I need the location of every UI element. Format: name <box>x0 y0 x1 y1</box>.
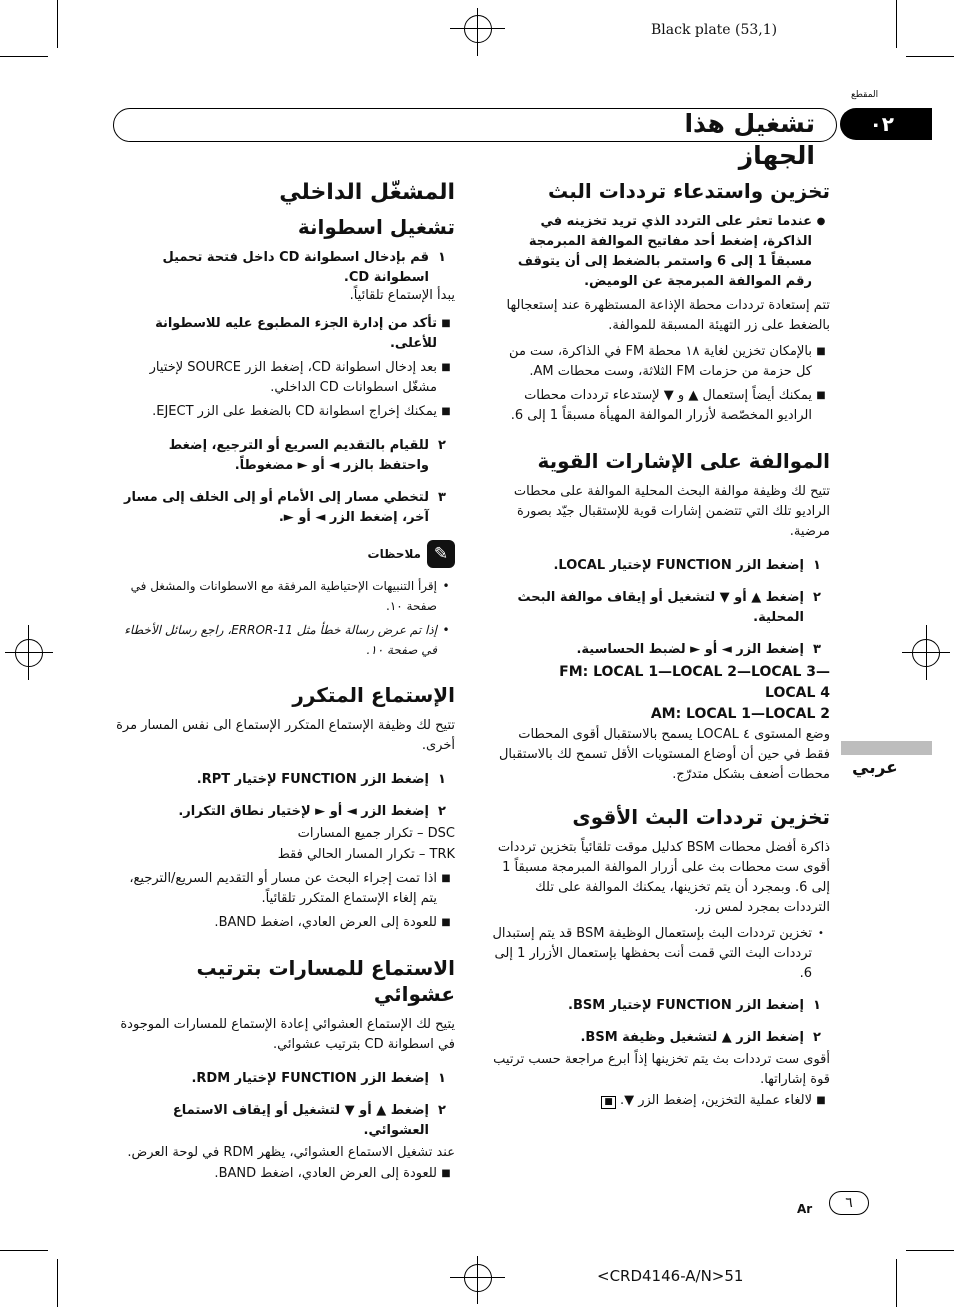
paragraph: عند تشغيل الاستماع العشوائي، يظهر RDM في لوحة العرض. <box>127 1145 455 1160</box>
side-language-label: عربي <box>852 758 898 778</box>
option-line: DSC – تكرار جميع المسارات <box>297 826 455 841</box>
bullet-item: ■ يمكنك إخراج اسطوانة CD بالضغط على الزر EJECT. <box>152 404 451 419</box>
subsection-heading: تشغيل اسطوانة <box>297 215 455 239</box>
paragraph: تتم إستعادة ترددات محطة الإذاعة المستظهرة عند إستعجالها بالضغط على زر التهيئة المسبقة للموالفة. <box>506 298 830 333</box>
step: ٢ إضغط ▲ أو ▼ لتشغيل أو إيقاف الاستماع العشوائي. <box>172 1103 446 1138</box>
step: ١ إضغط الزر FUNCTION لإختيار LOCAL. <box>553 558 821 573</box>
bullet-item: ■ اذا تمت إجراء البحث عن مسار أو التقديم السريع/الترجيع، يتم إلغاء الإستماع المتكرر تلقائياً. <box>129 871 451 906</box>
subsection-heading: الموالفة على الإشارات القوية <box>537 449 830 473</box>
bullet-item: ■ تأكد من إدارة الجزء المطبوع عليه للاسطوانة للأعلى. <box>155 316 451 351</box>
crop-mark <box>896 1259 897 1307</box>
paragraph: تتيح لك وظيفة الإستماع المتكرر الإستماع الى نفس المسار مرة أخرى. <box>116 718 455 753</box>
paragraph: يتيح لك الإستماع العشوائي إعادة الإستماع للمسارات الموجودة في اسطوانة CD بترتيب عشوائي. <box>120 1017 455 1052</box>
step: ٣ إضغط الزر ◄ أو ► لضبط الحساسية. <box>576 642 821 657</box>
crop-mark <box>0 56 48 57</box>
side-tab <box>841 741 932 755</box>
subsection-heading: تخزين ترددات البث الأقوى <box>572 805 830 829</box>
paragraph: وضع المستوى ٤ LOCAL يسمح بالاستقبال أقوى المحطات فقط في حين أن أوضاع المستويات الأقل تسمح لك بالاستقبال محطات أضعف بشكل متدرّج. <box>498 727 830 782</box>
step: ٢ إضغط الزر ◄ أو ► لإختيار نطاق التكرار. <box>178 804 446 819</box>
chapter-number: ٠٢ <box>840 108 932 140</box>
bullet-item: ■ للعودة إلى العرض العادي، اضغط BAND. <box>214 915 451 930</box>
registration-mark-icon <box>464 1264 492 1292</box>
subsection-heading: الاستماع للمسارات بترتيب عشوائي <box>196 956 455 1006</box>
pencil-icon: ✎ <box>427 540 455 568</box>
bullet-item: ● عندما تعثر على التردد الذي تريد تخزينه في الذاكرة، إضغط أحد مفاتيح الموالفة المبرمجة مسبقاً 1 إلى 6 واستمر بالضغط إلى أن يتوقف رقم الموالفة المبرمجة عن الوميض. <box>517 214 826 289</box>
note-item: • إذا تم عرض رسالة خطأ مثل ERROR-11، راجع رسائل الأخطاء في صفحة ١٠. <box>124 623 450 657</box>
step: ١ إضغط الزر FUNCTION لإختيار RPT. <box>196 772 446 787</box>
bullet-item: ■ بعد إدخال اسطوانة CD، إضغط الزر SOURCE لإختيار مشغّل اسطوانات CD الداخلي. <box>149 360 451 395</box>
left-column <box>115 178 455 1188</box>
crop-mark <box>906 56 954 57</box>
crop-mark <box>57 0 58 48</box>
crop-mark <box>906 1250 954 1251</box>
step: ٢ إضغط ▲ أو ▼ لتشغيل أو إيقاف موالفة البحث المحلية. <box>517 590 821 625</box>
step: ٣ لتخطي مسار إلى الأمام أو إلى الخلف إلى مسار آخر، إضغط الزر ◄ أو ►. <box>124 490 446 525</box>
paragraph: تتيح لك وظيفة موالفة البحث المحلية الموالفة على محطات الراديو تلك التي تتضمن إشارات قوية للإستقبال جيّد بصورة مرضية. <box>513 484 830 539</box>
notes-header: ✎ ملاحظات <box>115 540 455 568</box>
paragraph: ذاكرة أفضل محطات BSM كدليل موقت تلقائياً بتخزين ترددات أقوى ست محطات بث على أزرار الموالفة المبرمجة مسبقاً 1 إلى 6. وبمجرد أن يتم تخزينها، يمكنك الموالفة على تلك الترددات بمجرد لمس زر. <box>497 840 830 915</box>
fm-levels: LOCAL 4 <box>765 685 830 701</box>
crop-mark <box>896 0 897 48</box>
bullet-item: ■ لالغاء عملية التخزين، إضغط الزر ▼. ■ <box>490 1091 830 1111</box>
bullet-item: ■ للعودة إلى العرض العادي، اضغط BAND. <box>214 1166 451 1181</box>
fm-levels: FM: LOCAL 1—LOCAL 2—LOCAL 3— <box>559 664 830 680</box>
subsection-heading: الإستماع المتكرر <box>292 683 455 707</box>
page-title: تشغيل هذا الجهاز <box>684 109 815 170</box>
bullet-item: ■ يمكنك أيضاً إستعمال ▲ و ▼ لإستدعاء ترددات محطات الراديو المخصّصة لأزرار الموالفة المهيأة مسبقاً 1 إلى 6. <box>510 388 826 423</box>
subsection-heading: تخزين واستدعاء ترددات البث <box>548 179 830 203</box>
document-code: <CRD4146-A/N>51 <box>597 1267 744 1285</box>
section-heading: المشغّل الداخلي <box>279 180 455 205</box>
step: ١ قم بإدخال اسطوانة CD داخل فتحة تحميل اسطوانة CD. <box>162 250 446 285</box>
am-levels: AM: LOCAL 1—LOCAL 2 <box>650 706 830 722</box>
page-number: ٦ <box>829 1191 869 1215</box>
bullet-item: ■ بالإمكان تخزين لغاية ١٨ محطة FM في الذاكرة، ست من كل حزمة من حزمات FM الثلاثة، وست محطات AM. <box>509 344 826 379</box>
step: ٢ للقيام بالتقديم السريع أو الترجيع، إضغط واحتفظ بالزر ◄ أو ► مضغوطاً. <box>168 438 446 473</box>
registration-mark-icon <box>912 639 940 667</box>
registration-mark-icon <box>464 15 492 43</box>
paragraph: أقوى ست ترددات بث يتم تخزينها إذاً ابرع مراجعة حسب ترتيب قوة إشاراتها. <box>493 1052 830 1087</box>
plate-label: Black plate (53,1) <box>651 22 778 38</box>
registration-mark-icon <box>15 639 43 667</box>
crop-mark <box>0 1250 48 1251</box>
step-note: يبدأ الإستماع تلقائياً. <box>349 288 455 303</box>
right-column <box>490 178 830 1115</box>
step: ٢ إضغط الزر ▲ لتشغيل وظيفة BSM. <box>580 1030 821 1045</box>
page-language: Ar <box>797 1202 813 1216</box>
option-line: TRK – تكرار المسار الحالي فقط <box>277 847 455 862</box>
crop-mark <box>57 1259 58 1307</box>
note-item: • إقرأ التنبيهات الإحتياطية المرفقة مع الاسطوانات والمشغل في صفحة ١٠. <box>130 579 450 613</box>
bullet-item: • تخزين ترددات البث بإستعمال الوظيفة BSM قد يتم إستبدال ترددات البث التي قمت أنت بحفظها بإستعمال الأزرار 1 إلى 6. <box>492 926 824 981</box>
step: ١ إضغط الزر FUNCTION لإختيار RDM. <box>191 1071 446 1086</box>
section-label: المقطع <box>851 90 879 100</box>
end-mark-icon: ■ <box>601 1096 616 1109</box>
step: ١ إضغط الزر FUNCTION لإختيار BSM. <box>567 998 821 1013</box>
